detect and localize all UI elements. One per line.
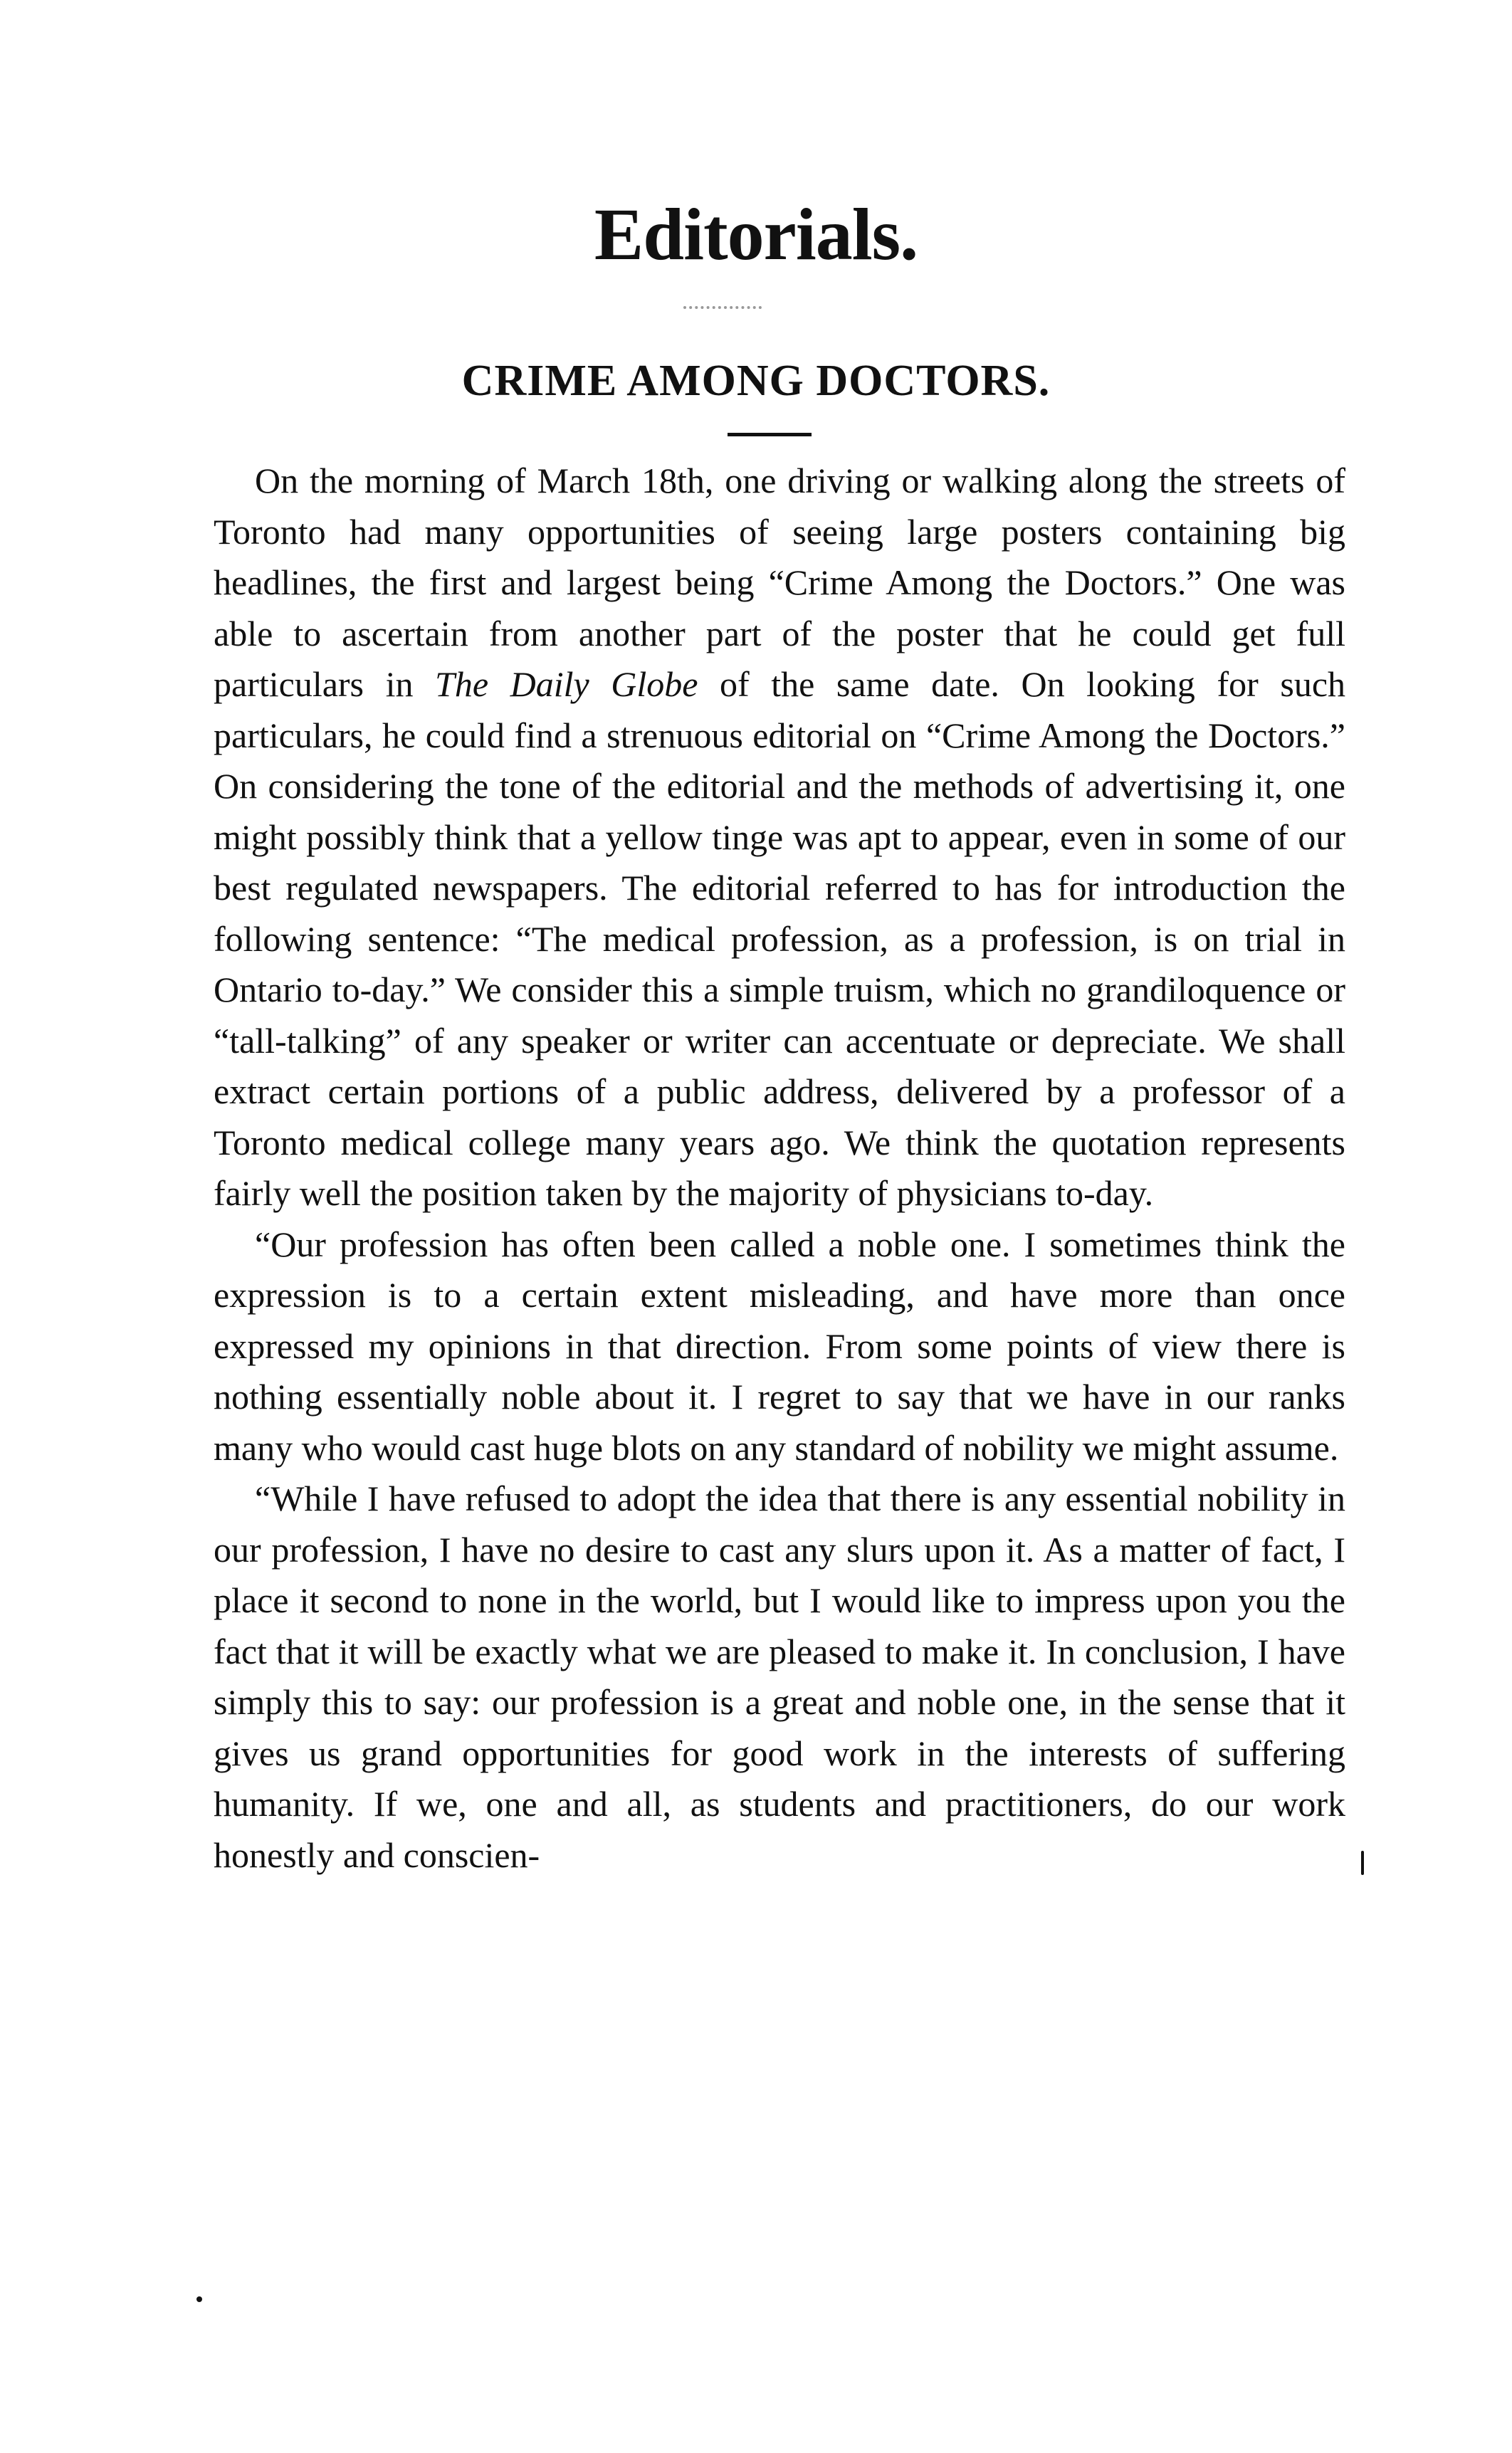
ornament-divider	[683, 306, 762, 312]
paragraph-1	[214, 456, 1345, 1219]
article-body	[214, 456, 1345, 1881]
article-title: CRIME AMONG DOCTORS.	[461, 357, 1051, 405]
margin-mark	[1361, 1851, 1364, 1875]
paragraph-2: “Our profession has often been called a noble one. I sometimes think the expression is to a certain extent misleading, and have more than once expressed my opinions in that direction. From some points of view there is nothing essentially noble about it. I regret to say that we have in our ranks many who would cast huge blots on any standard of nobility we might assume.	[214, 1224, 1345, 1468]
paragraph-3: “While I have refused to adopt the idea that there is any essential nobility in our profession, I have no desire to cast any slurs upon it. As a matter of fact, I place it second to none in the world, but I would like to impress upon you the fact that it will be exactly what we are pleased to make it. In conclusion, I have simply this to say: our profession is a great and noble one, in the sense that it gives us grand opportunities for good work in the interests of suffering humanity. If we, one and all, as students and practitioners, do our work honestly and conscien-	[214, 1478, 1345, 1875]
section-title: Editorials.	[594, 194, 918, 275]
title-rule	[728, 433, 812, 436]
newspaper-title: The Daily Globe	[435, 664, 698, 704]
paragraph-1-text-b: of the same date. On looking for such particulars, he could find a strenuous editorial on “Crime Among the Doctors.” On considering the tone of the editorial and the methods of advertising it, one might possibly think that a yellow tinge was apt to appear, even in some of our best regulated newspapers. The editorial referred to has for introduction the following sentence: “The medical profession, as a profession, is on trial in Ontario to-day.” We consider this a simple truism, which no grandiloquence or “tall-talking” of any speaker or writer can accentuate or depreciate. We shall extract certain portions of a public address, delivered by a professor of a Toronto medical college many years ago. We think the quotation represents fairly well the position taken by the majority of physicians to-day.	[214, 664, 1346, 1213]
paragraph-1-text-a: On the morning of March 18th, one driving or walking along the streets of Toronto had many opportunities of seeing large posters containing big headlines, the first and largest being “Crime Among the Doctors.” One was able to ascertain from another part of the poster that he could get full particulars in	[214, 461, 1345, 704]
margin-dot	[196, 2296, 202, 2302]
